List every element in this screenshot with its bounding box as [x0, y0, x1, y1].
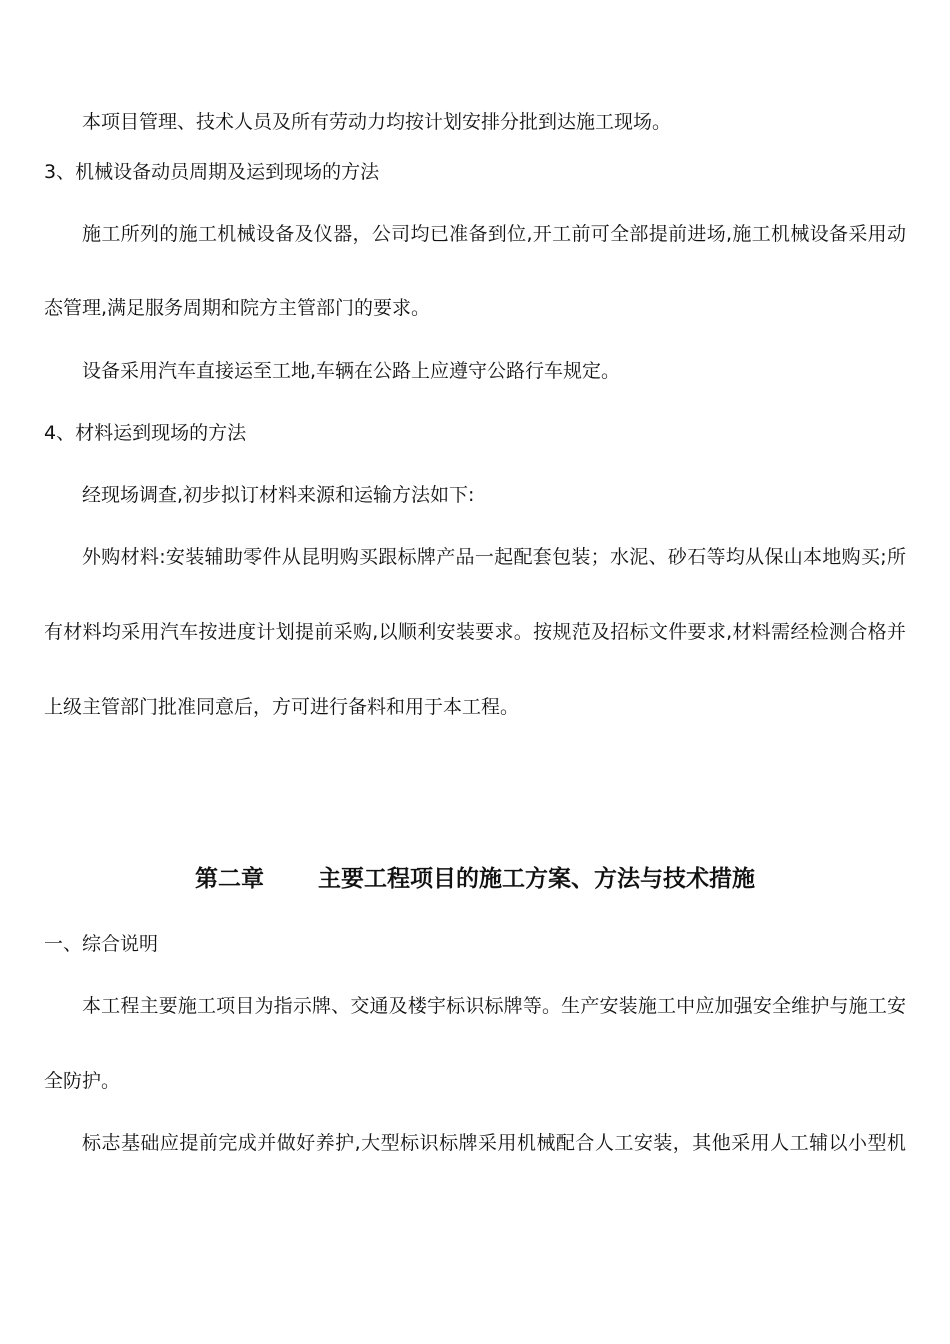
paragraph-materials-line-2: 有材料均采用汽车按进度计划提前采购,以顺利安装要求。按规范及招标文件要求,材料需经检测合格并 — [44, 621, 906, 643]
paragraph-equipment-line-1: 施工所列的施工机械设备及仪器，公司均已准备到位,开工前可全部提前进场,施工机械设备采用动 — [82, 223, 906, 245]
chapter-name: 主要工程项目的施工方案、方法与技术措施 — [318, 866, 755, 892]
paragraph-materials-line-3: 上级主管部门批准同意后，方可进行备料和用于本工程。 — [44, 696, 520, 718]
heading-overview: 一、综合说明 — [44, 933, 159, 955]
paragraph-materials-line-1: 外购材料:安装辅助零件从昆明购买跟标牌产品一起配套包装；水泥、砂石等均从保山本地购买;所 — [82, 546, 906, 568]
chapter-number: 第二章 — [195, 866, 264, 892]
paragraph-overview-line-2: 全防护。 — [44, 1070, 121, 1092]
chapter-title — [0, 864, 950, 894]
paragraph-transport: 设备采用汽车直接运至工地,车辆在公路上应遵守公路行车规定。 — [82, 360, 621, 382]
heading-equipment-mobilization: 3、机械设备动员周期及运到现场的方法 — [44, 161, 380, 183]
heading-materials-transport: 4、材料运到现场的方法 — [44, 422, 247, 444]
paragraph-materials-intro: 经现场调查,初步拟订材料来源和运输方法如下: — [82, 484, 475, 506]
paragraph-foundation-line-1: 标志基础应提前完成并做好养护,大型标识标牌采用机械配合人工安装，其他采用人工辅以小型机 — [82, 1132, 906, 1154]
paragraph-staffing: 本项目管理、技术人员及所有劳动力均按计划安排分批到达施工现场。 — [82, 111, 672, 133]
paragraph-overview-line-1: 本工程主要施工项目为指示牌、交通及楼宇标识标牌等。生产安装施工中应加强安全维护与施工安 — [82, 995, 906, 1017]
paragraph-equipment-line-2: 态管理,满足服务周期和院方主管部门的要求。 — [44, 297, 431, 319]
